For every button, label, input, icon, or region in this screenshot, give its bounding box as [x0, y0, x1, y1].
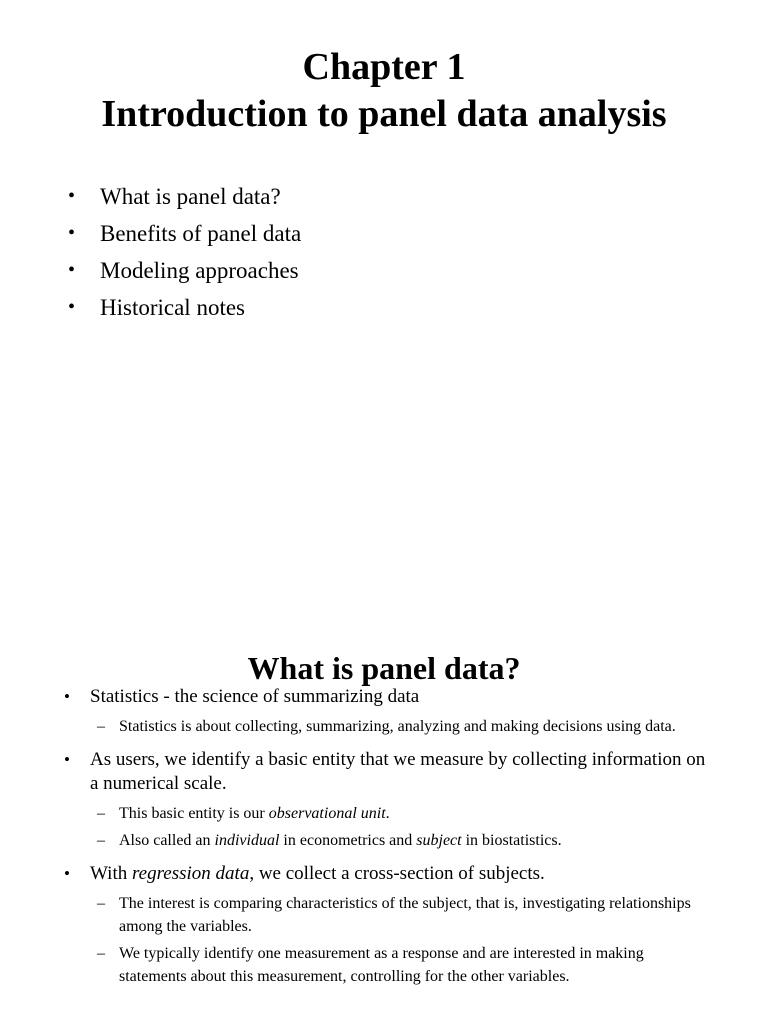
chapter-heading: Chapter 1 — [302, 46, 466, 88]
slide-what-is-panel-data — [0, 640, 768, 1024]
bullet-item: • Statistics - the science of summarizing data — [64, 686, 420, 707]
list-item: • Benefits of panel data — [0, 215, 301, 252]
dash-icon: – — [97, 945, 105, 962]
slide-title: What is panel data? — [247, 650, 521, 686]
list-item: • Historical notes — [0, 289, 301, 326]
dash-icon: – — [97, 895, 105, 912]
sub-bullet-item: – Statistics is about collecting, summarizing, analyzing and making decisions using data. — [0, 715, 768, 738]
sub-bullet-item: – We typically identify one measurement as a response and are interested in making statements about this measurement, controlling for the other variables. — [0, 942, 768, 988]
sub-bullet-item: – This basic entity is our observational unit. — [0, 802, 768, 825]
slide-body — [0, 685, 768, 992]
bullet-icon: • — [64, 750, 70, 769]
bullet-item: • With regression data, we collect a cross-section of subjects. — [64, 863, 545, 884]
bullet-icon: • — [64, 864, 70, 883]
bullet-icon: • — [68, 185, 76, 207]
bullet-icon: • — [64, 687, 70, 706]
bullet-icon: • — [68, 296, 76, 318]
bullet-icon: • — [68, 259, 76, 281]
list-item: • What is panel data? — [0, 178, 301, 215]
sub-bullet-item: – The interest is comparing characteristics of the subject, that is, investigating relationships among the variables. — [0, 892, 768, 938]
chapter-subtitle: Introduction to panel data analysis — [101, 93, 667, 135]
dash-icon: – — [97, 832, 105, 849]
list-item: • Modeling approaches — [0, 252, 301, 289]
bullet-item: • As users, we identify a basic entity that we measure by collecting information on a numerical scale. — [64, 749, 706, 794]
outline-list — [0, 178, 301, 326]
slide-title — [0, 44, 768, 138]
dash-icon: – — [97, 805, 105, 822]
dash-icon: – — [97, 718, 105, 735]
bullet-icon: • — [68, 222, 76, 244]
sub-bullet-item: – Also called an individual in econometrics and subject in biostatistics. — [0, 829, 768, 852]
